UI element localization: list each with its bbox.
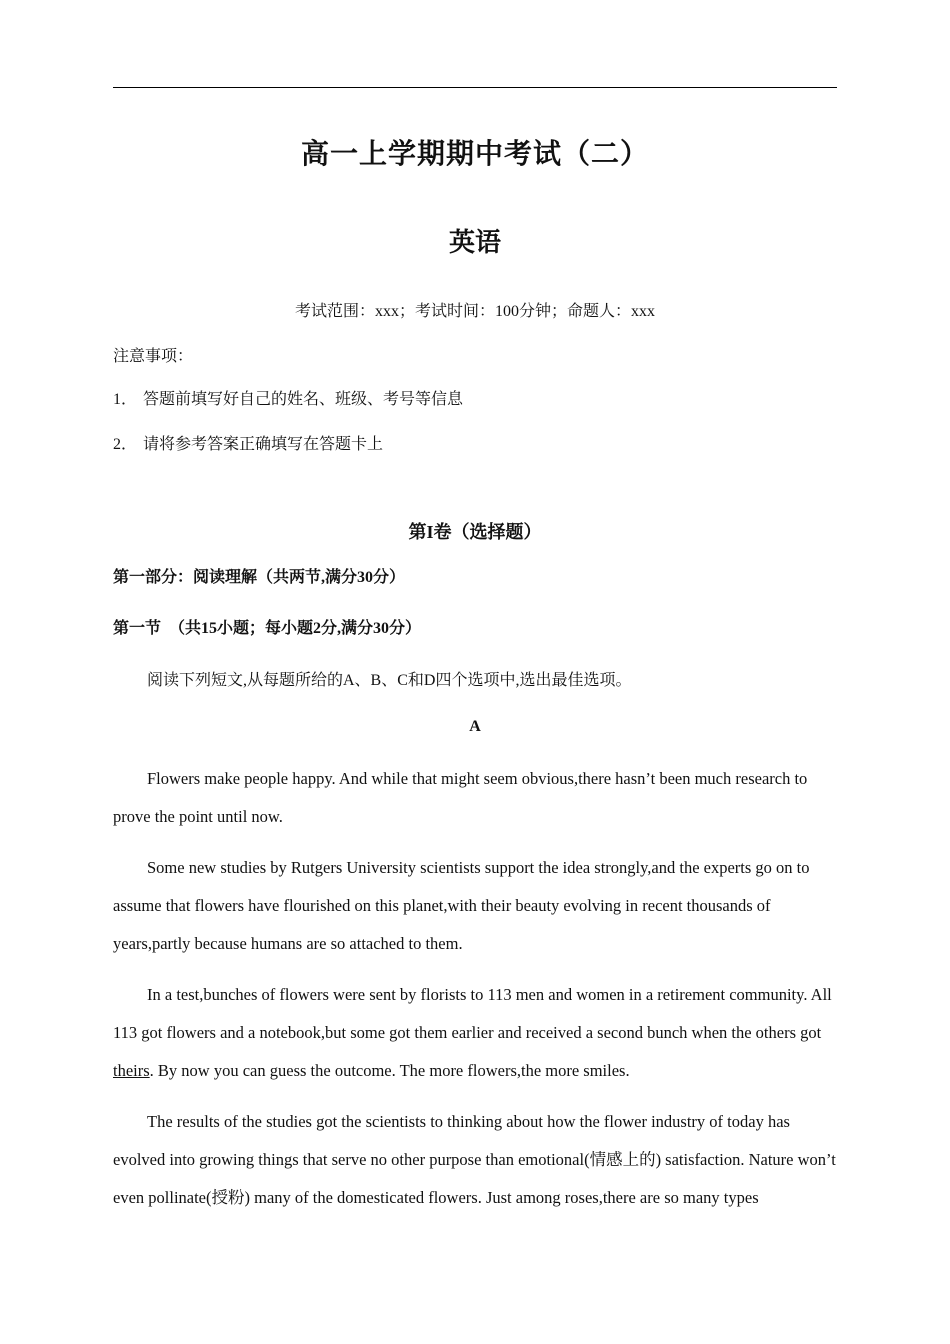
section-title: 第一节 （共15小题；每小题2分,满分30分）: [113, 620, 422, 637]
passage-paragraph: The results of the studies got the scientists to thinking about how the flower industry of today has evolved into growing things that serve no other purpose than emotional(情感上的) satisfaction. Nature won’t even pollinate(授粉) many of the domesticated flowers. Just among roses,there are so many types: [113, 1112, 836, 1207]
exam-subject: 英语: [448, 228, 501, 258]
note-item: [113, 386, 463, 409]
note-number: 2．: [113, 436, 138, 453]
note-number: 1．: [113, 391, 138, 408]
part-title: 第一部分：阅读理解（共两节,满分30分）: [113, 569, 406, 586]
passage-paragraph: Some new studies by Rutgers University scientists support the idea strongly,and the experts go on to assume that flowers have flourished on this planet,with their beauty evolving in recent thousands of years,partly because humans are so attached to them.: [113, 858, 810, 953]
note-text: 请将参考答案正确填写在答题卡上: [143, 436, 384, 453]
underlined-word: theirs: [113, 1061, 150, 1080]
notes-title: 注意事项：: [113, 348, 194, 365]
note-item: [113, 431, 383, 454]
paragraph-text: In a test,bunches of flowers were sent by florists to 113 men and women in a retirement community. All 113 got flowers and a notebook,but some got them earlier and received a second bunch when the others got: [113, 985, 832, 1042]
passage-label: A: [469, 718, 481, 735]
exam-title: 高一上学期期中考试（二）: [300, 137, 649, 170]
note-text: 答题前填写好自己的姓名、班级、考号等信息: [143, 391, 464, 408]
header-rule: [113, 87, 837, 88]
paragraph-text: . By now you can guess the outcome. The more flowers,the more smiles.: [149, 1061, 630, 1080]
exam-info: 考试范围：xxx；考试时间：100分钟；命题人：xxx: [294, 303, 655, 320]
passage-paragraph: [113, 976, 837, 1090]
volume-title: 第I卷（选择题）: [408, 522, 542, 542]
passage-paragraph: Flowers make people happy. And while that might seem obvious,there hasn’t been much research to prove the point until now.: [113, 769, 808, 826]
section-instructions: 阅读下列短文,从每题所给的A、B、C和D四个选项中,选出最佳选项。: [147, 672, 632, 689]
